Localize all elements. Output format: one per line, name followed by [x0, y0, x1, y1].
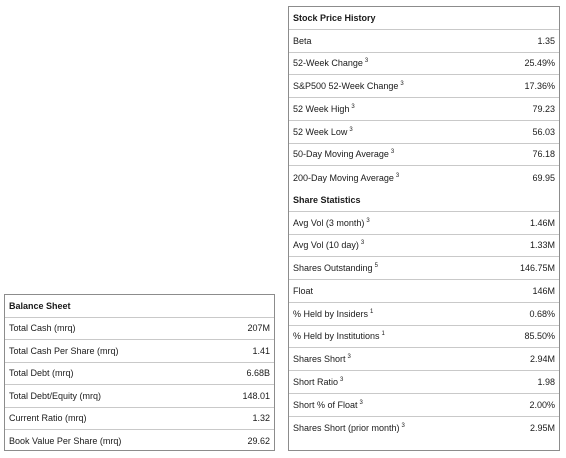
row-label: [293, 423, 405, 433]
row-label-text: 52 Week Low: [293, 126, 348, 137]
row-label-text: Shares Short (prior month): [293, 422, 400, 433]
row-label-text: Total Cash (mrq): [9, 323, 76, 334]
share-statistics-row: [289, 371, 559, 394]
row-value: 17.36%: [524, 81, 555, 92]
row-value: 148.01: [242, 390, 270, 401]
row-label-text: Avg Vol (10 day): [293, 240, 359, 251]
share-statistics-row: [289, 326, 559, 349]
footnote-marker: 5: [374, 263, 378, 270]
stock-statistics-panel: [288, 6, 560, 451]
row-label: [9, 436, 121, 446]
row-label: [293, 354, 351, 364]
row-value: 1.35: [537, 35, 555, 46]
footnote-marker: 3: [395, 172, 400, 179]
stock-price-history-row: [289, 75, 559, 98]
row-label: [293, 309, 373, 319]
row-value: 76.18: [532, 149, 555, 160]
share-statistics-rows: [289, 212, 559, 440]
footnote-marker: 3: [364, 58, 369, 65]
balance-sheet-panel: [4, 294, 275, 451]
row-value: 1.33M: [529, 240, 555, 251]
row-label: [9, 323, 76, 333]
row-label-text: Shares Outstanding: [293, 263, 373, 274]
balance-sheet-row: [5, 340, 274, 363]
row-value: 56.03: [532, 126, 555, 137]
row-label-text: Total Debt/Equity (mrq): [9, 390, 102, 401]
row-label: [293, 331, 385, 341]
stock-price-history-row: [289, 30, 559, 53]
footnote-marker: 1: [381, 331, 385, 338]
row-label: [293, 81, 404, 91]
row-label: [9, 346, 119, 356]
row-label-text: Total Debt (mrq): [9, 368, 74, 379]
row-label: [293, 36, 312, 46]
row-label-text: Short % of Float: [293, 399, 358, 410]
row-label: [293, 58, 368, 68]
stock-price-history-row: [289, 121, 559, 144]
row-label-text: 50-Day Moving Average: [293, 149, 389, 160]
row-value: 69.95: [532, 172, 555, 183]
balance-sheet-row: [5, 430, 274, 453]
row-label-text: % Held by Institutions: [293, 331, 380, 342]
row-label: [293, 149, 394, 159]
stock-price-history-title: Stock Price History: [293, 12, 376, 23]
footnote-marker: 3: [400, 81, 404, 88]
stock-price-history-row: [289, 144, 559, 167]
row-label: [293, 240, 364, 250]
share-statistics-row: [289, 212, 559, 235]
footnote-marker: 3: [366, 217, 370, 224]
footnote-marker: 3: [360, 240, 365, 247]
row-label-text: Total Cash Per Share (mrq): [9, 345, 119, 356]
row-value: 2.00%: [529, 399, 555, 410]
row-label: [293, 263, 378, 273]
stock-price-history-row: [289, 53, 559, 76]
stock-price-history-header: [289, 7, 559, 30]
footnote-marker: 3: [340, 376, 344, 383]
row-label: [9, 413, 87, 423]
balance-sheet-rows: [5, 318, 274, 453]
share-statistics-row: [289, 394, 559, 417]
footnote-marker: 3: [359, 399, 363, 406]
balance-sheet-row: [5, 385, 274, 408]
footnote-marker: 3: [351, 103, 355, 110]
footnote-marker: 3: [401, 422, 405, 429]
row-label: [293, 173, 399, 183]
stock-price-history-rows: [289, 30, 559, 189]
row-value: 146M: [532, 285, 555, 296]
row-label-text: Shares Short: [293, 354, 346, 365]
row-label-text: Beta: [293, 35, 312, 46]
row-value: 85.50%: [524, 331, 555, 342]
row-label: [9, 391, 101, 401]
share-statistics-row: [289, 257, 559, 280]
row-label: [293, 104, 355, 114]
row-value: 1.32: [252, 413, 270, 424]
row-value: 2.94M: [529, 354, 555, 365]
row-value: 1.46M: [529, 217, 555, 228]
row-label-text: Book Value Per Share (mrq): [9, 436, 122, 447]
row-label-text: 200-Day Moving Average: [293, 172, 394, 183]
balance-sheet-row: [5, 363, 274, 386]
row-label: [293, 377, 343, 387]
row-label-text: S&P500 52-Week Change: [293, 81, 399, 92]
row-value: 79.23: [532, 103, 555, 114]
row-label-text: 52-Week Change: [293, 58, 363, 69]
row-label: [293, 286, 313, 296]
footnote-marker: 3: [390, 149, 395, 156]
share-statistics-title: Share Statistics: [293, 194, 361, 205]
row-label-text: Avg Vol (3 month): [293, 217, 365, 228]
row-label: [293, 218, 370, 228]
balance-sheet-header: [5, 295, 274, 318]
row-value: 207M: [247, 323, 270, 334]
stock-price-history-row: [289, 98, 559, 121]
row-value: 6.68B: [246, 368, 270, 379]
share-statistics-row: [289, 417, 559, 440]
row-label-text: 52 Week High: [293, 103, 350, 114]
balance-sheet-row: [5, 318, 274, 341]
row-label: [293, 127, 353, 137]
row-value: 2.95M: [529, 422, 555, 433]
row-label-text: Short Ratio: [293, 376, 339, 387]
share-statistics-row: [289, 303, 559, 326]
share-statistics-row: [289, 280, 559, 303]
row-value: 1.98: [537, 376, 555, 387]
row-label-text: % Held by Insiders: [293, 308, 369, 319]
share-statistics-row: [289, 235, 559, 258]
row-label: [9, 368, 74, 378]
row-label-text: Current Ratio (mrq): [9, 413, 87, 424]
row-value: 29.62: [247, 436, 270, 447]
row-value: 0.68%: [529, 308, 555, 319]
footnote-marker: 1: [370, 308, 374, 315]
row-label: [293, 400, 363, 410]
share-statistics-row: [289, 348, 559, 371]
footnote-marker: 3: [349, 126, 353, 133]
share-statistics-header: [289, 189, 559, 212]
row-value: 1.41: [252, 345, 270, 356]
stock-price-history-row: [289, 166, 559, 189]
row-value: 146.75M: [519, 263, 555, 274]
row-label-text: Float: [293, 285, 314, 296]
balance-sheet-row: [5, 408, 274, 431]
row-value: 25.49%: [524, 58, 555, 69]
balance-sheet-title: Balance Sheet: [9, 300, 71, 311]
footnote-marker: 3: [347, 354, 351, 361]
